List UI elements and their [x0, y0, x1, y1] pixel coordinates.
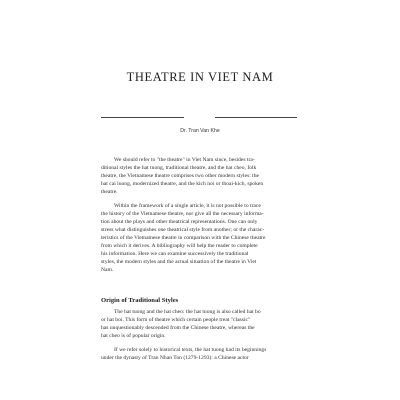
paragraph-2-line: the history of the Vietnamese theatre, nor give all the necessary informa- — [101, 211, 264, 217]
title-rule-left — [101, 117, 184, 118]
paragraph-3-line: or hat boi. This form of theatre which certain people treat "classic" — [101, 317, 251, 323]
paragraph-2-line: styles, the modern styles and the actual situation of the theatre in Viet — [101, 259, 257, 265]
paragraph-3-line: hat cheo is of popular origin. — [101, 333, 166, 339]
paragraph-1-line: ditional styles the hat tuong, traditional theatre, and the hat cheo, folk — [101, 165, 257, 171]
paragraph-4-line: If we refer solely to historical texts, the hat tuong had its beginnings — [114, 347, 267, 353]
paragraph-2-line: his information. Here we can examine successively the traditional — [101, 251, 249, 257]
paragraph-3-line: The hat tuong and the hat cheo: the hat tuong is also called hat bo — [114, 309, 261, 315]
paragraph-1-line: theatre, the Vietnamese theatre comprises two other modern styles: the — [101, 173, 259, 179]
title-rule-right — [215, 117, 297, 118]
paragraph-1-line: theatre. — [101, 189, 118, 195]
paragraph-2-line: tion about the plays and other theatrical representations. One can only — [101, 219, 258, 225]
paragraph-2-line: teristics of the Vietnamese theatre in comparison with the Chinese theatre — [101, 235, 266, 241]
paragraph-2-line: Nam. — [101, 267, 114, 273]
paragraph-3-line: has unquestionably descended from the Chinese theatre, whereas the — [101, 325, 255, 331]
paragraph-1-line: hat cai luong, modernized theatre, and the kich noi or thoai-kich, spoken — [101, 181, 264, 187]
paragraph-2-line: stress what distinguishes one theatrical style from another; or the charac- — [101, 227, 265, 233]
article-title: THEATRE IN VIET NAM — [126, 70, 274, 84]
paragraph-2-line: from which it derives. A bibliography will help the reader to complete — [101, 243, 258, 249]
section-heading: Origin of Traditional Styles — [101, 297, 179, 304]
paragraph-1-line: We should refer to "the theatre" in Viet Nam since, besides tra- — [114, 157, 255, 163]
paragraph-4-line: under the dynasty of Tran Nhan Ton (1279-1293): a Chinese actor — [101, 355, 249, 361]
paragraph-2-line: Within the framework of a single article, it is not possible to trace — [114, 203, 261, 209]
author-byline: Dr. Tran Van Khe — [180, 128, 220, 134]
